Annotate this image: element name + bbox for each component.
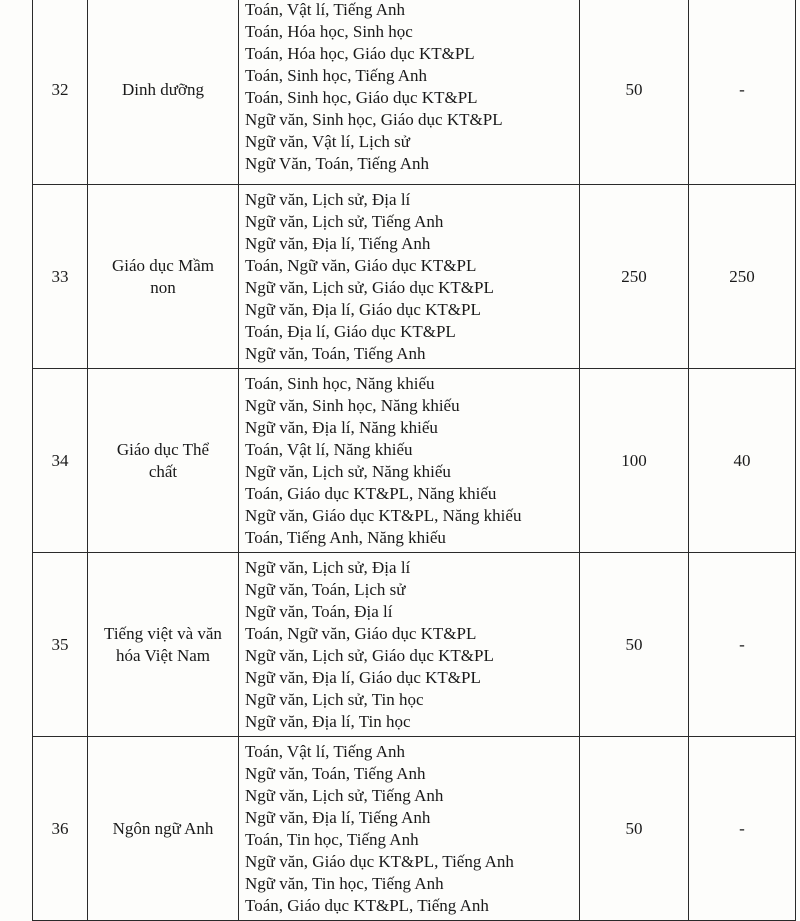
subject-combinations [239,185,580,369]
row-number: 33 [33,185,88,369]
major-name: Tiếng việt và văn hóa Việt Nam [88,553,239,737]
combination-item: Toán, Giáo dục KT&PL, Tiếng Anh [245,896,489,915]
major-name: Giáo dục Mầm non [88,185,239,369]
quota-value: 250 [580,185,689,369]
table-row [33,553,796,737]
combination-item: Ngữ văn, Lịch sử, Tin học [245,690,424,709]
combination-item: Toán, Vật lí, Tiếng Anh [245,742,406,761]
row-number: 34 [33,369,88,553]
combination-item: Ngữ Văn, Toán, Tiếng Anh [245,154,430,173]
subject-combinations [239,0,580,185]
combination-item: Ngữ văn, Địa lí, Tiếng Anh [245,808,431,827]
table-row [33,185,796,369]
combination-item: Ngữ văn, Lịch sử, Địa lí [245,190,411,209]
combination-item: Toán, Sinh học, Tiếng Anh [245,66,428,85]
combination-item: Ngữ văn, Toán, Địa lí [245,602,393,621]
combination-item: Ngữ văn, Địa lí, Tin học [245,712,411,731]
table-row [33,369,796,553]
combination-item: Ngữ văn, Lịch sử, Năng khiếu [245,462,451,481]
combination-item: Toán, Tin học, Tiếng Anh [245,830,419,849]
combination-item: Ngữ văn, Toán, Tiếng Anh [245,764,426,783]
subject-combinations [239,553,580,737]
row-number: 35 [33,553,88,737]
row-number: 36 [33,737,88,921]
quota-value: 50 [580,737,689,921]
combination-item: Ngữ văn, Lịch sử, Địa lí [245,558,411,577]
combination-item: Ngữ văn, Địa lí, Giáo dục KT&PL [245,668,481,687]
secondary-quota-value: 40 [689,369,796,553]
combination-item: Ngữ văn, Vật lí, Lịch sử [245,132,410,151]
combination-item: Ngữ văn, Địa lí, Năng khiếu [245,418,438,437]
subject-combinations [239,737,580,921]
secondary-quota-value: - [689,737,796,921]
secondary-quota-value: - [689,0,796,185]
secondary-quota-value: 250 [689,185,796,369]
combination-item: Toán, Sinh học, Năng khiếu [245,374,435,393]
combination-item: Ngữ văn, Lịch sử, Tiếng Anh [245,786,444,805]
combination-item: Ngữ văn, Giáo dục KT&PL, Tiếng Anh [245,852,514,871]
combination-item: Toán, Hóa học, Giáo dục KT&PL [245,44,475,63]
major-name: Ngôn ngữ Anh [88,737,239,921]
combination-item: Ngữ văn, Toán, Tiếng Anh [245,344,426,363]
combination-item: Toán, Vật lí, Tiếng Anh [245,0,406,19]
quota-value: 50 [580,0,689,185]
table-row [33,0,796,185]
combination-item: Toán, Vật lí, Năng khiếu [245,440,413,459]
combination-item: Toán, Sinh học, Giáo dục KT&PL [245,88,478,107]
combination-item: Toán, Hóa học, Sinh học [245,22,413,41]
combination-item: Ngữ văn, Sinh học, Giáo dục KT&PL [245,110,503,129]
combination-item: Ngữ văn, Lịch sử, Giáo dục KT&PL [245,278,494,297]
combination-item: Toán, Giáo dục KT&PL, Năng khiếu [245,484,497,503]
combination-item: Toán, Tiếng Anh, Năng khiếu [245,528,446,547]
combination-item: Toán, Ngữ văn, Giáo dục KT&PL [245,624,477,643]
combination-item: Ngữ văn, Toán, Lịch sử [245,580,406,599]
combination-item: Ngữ văn, Địa lí, Tiếng Anh [245,234,431,253]
combination-item: Ngữ văn, Địa lí, Giáo dục KT&PL [245,300,481,319]
admission-table [32,0,796,921]
major-name: Giáo dục Thể chất [88,369,239,553]
combination-item: Ngữ văn, Lịch sử, Giáo dục KT&PL [245,646,494,665]
combination-item: Ngữ văn, Sinh học, Năng khiếu [245,396,460,415]
combination-item: Ngữ văn, Giáo dục KT&PL, Năng khiếu [245,506,522,525]
secondary-quota-value: - [689,553,796,737]
quota-value: 100 [580,369,689,553]
combination-item: Toán, Ngữ văn, Giáo dục KT&PL [245,256,477,275]
row-number: 32 [33,0,88,185]
subject-combinations [239,369,580,553]
table-row [33,737,796,921]
major-name: Dinh dưỡng [88,0,239,185]
quota-value: 50 [580,553,689,737]
combination-item: Ngữ văn, Tin học, Tiếng Anh [245,874,444,893]
combination-item: Toán, Địa lí, Giáo dục KT&PL [245,322,456,341]
combination-item: Ngữ văn, Lịch sử, Tiếng Anh [245,212,444,231]
table-body [33,0,796,921]
